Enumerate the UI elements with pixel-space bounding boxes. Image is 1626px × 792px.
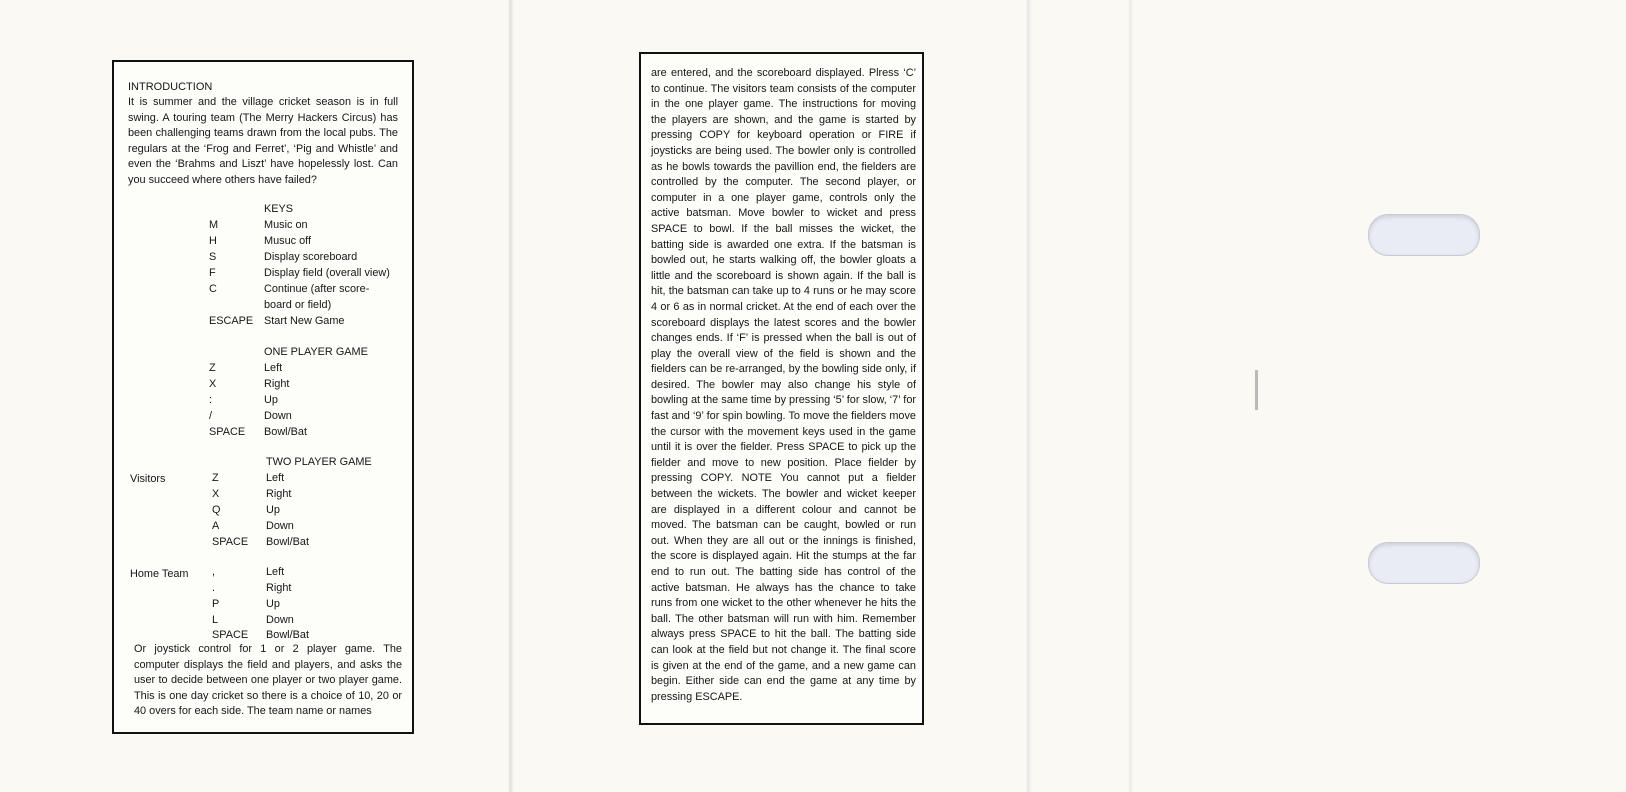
- visitors-label: Visitors: [130, 473, 166, 485]
- key-description: Right: [264, 378, 290, 390]
- key-description: Bowl/Bat: [266, 536, 309, 548]
- key-description: Down: [266, 614, 294, 626]
- key-label: Q: [212, 504, 221, 516]
- key-description: Left: [264, 362, 283, 374]
- outro-text: Or joystick control for 1 or 2 player game. The computer displays the field and players, and asks the user to decide between one player or two player game. This is one day cricket so there is a choice of 10, 20 or 40 overs for each side. The team name or names: [134, 643, 402, 718]
- key-label: ,: [212, 566, 216, 578]
- key-label: Z: [212, 472, 219, 484]
- key-label: A: [212, 520, 220, 532]
- key-description: Bowl/Bat: [264, 426, 307, 438]
- key-label: S: [209, 251, 217, 263]
- instructions-right-panel: [639, 52, 924, 725]
- instructions-text: are entered, and the scoreboard displayed. Plress ‘C’ to continue. The visitors team consists of the computer in the one player game. The instructions for moving the players are shown, and the game is started by pressing COPY for keyboard operation or FIRE if joysticks are being used. The bowler only is controlled as he bowls towards the pavillion end, the fielders are controlled by the computer. The second player, or computer in a one player game, controls only the active batsman. Move bowler to wicket and press SPACE to bowl. If the ball misses the wicket, the batting side is awarded one extra. If the batsman is bowled out, he starts walking off, the bowler gloats a little and the scoreboard is shown again. If the ball is hit, the batsman can take up to 4 runs or he may score 4 or 6 as in normal cricket. At the end of each over the scoreboard displays the latest scores and the bowler changes ends. If ‘F’ is pressed when the ball is out of play the overall view of the field is shown and the fielders can be re-arranged, by the bowling side only, if desired. The bowler may also change his style of bowling at the same time by pressing ‘5’ for slow, ‘7’ for fast and ‘9’ for spin bowling. To move the fielders move the cursor with the movement keys used in the game until it is over the fielder. Press SPACE to pick up the fielder and move to new position. Place fielder by pressing COPY. NOTE You cannot put a fielder between the wickets. The bowler and wicket keeper are displayed in a different colour and cannot be moved. The batsman can be caught, bowled or run out. When they are all out or the innings is finished, the score is displayed again. Hit the stumps at the far end to run out. The batting side has control of the active batsman. He always has the chance to take runs from one wicket to the other whenever he hits the ball. The other batsman will run with him. Remember always press SPACE to hit the ball. The batting side can look at the field but not change it. The final score is given at the end of the game, and a new game can begin. Either side can end the game at any time by pressing ESCAPE.: [651, 67, 916, 703]
- cover-slot-bottom: [1368, 542, 1480, 584]
- keys-heading: KEYS: [264, 203, 294, 215]
- key-label: SPACE: [212, 536, 249, 548]
- keys-table: [114, 62, 412, 732]
- key-description: Up: [266, 504, 280, 516]
- instructions-left-panel: [112, 60, 414, 734]
- key-label: SPACE: [212, 629, 249, 641]
- key-label: X: [209, 378, 217, 390]
- key-description: Display field (overall view): [264, 267, 390, 279]
- key-label: SPACE: [209, 426, 246, 438]
- introduction-text: It is summer and the village cricket season is in full swing. A touring team (The Merry Hackers Circus) has been challenging teams drawn from the local pubs. The regulars at the ‘Frog and Ferret’, ‘Pig and Whistle’ and even the ‘Brahms and Liszt’ have hopelessly lost. Can you succeed where others have failed?: [128, 96, 398, 186]
- key-description: Right: [266, 582, 292, 594]
- key-description: Left: [266, 566, 285, 578]
- fold-crease: [1255, 370, 1258, 410]
- key-description: Start New Game: [264, 315, 345, 327]
- key-label: ESCAPE: [209, 315, 254, 327]
- key-description: Display scoreboard: [264, 251, 358, 263]
- key-description: Right: [266, 488, 292, 500]
- cover-slot-top: [1368, 214, 1480, 256]
- key-label: :: [209, 394, 213, 406]
- key-description: Up: [266, 598, 280, 610]
- home-team-label: Home Team: [130, 568, 189, 580]
- key-label: L: [212, 614, 219, 626]
- key-label: .: [212, 582, 216, 594]
- introduction-heading: INTRODUCTION: [128, 81, 213, 93]
- key-label: H: [209, 235, 217, 247]
- key-label: P: [212, 598, 220, 610]
- key-label: /: [209, 410, 213, 422]
- key-label: M: [209, 219, 219, 231]
- key-description: Down: [266, 520, 294, 532]
- key-label: X: [212, 488, 220, 500]
- two-player-heading: TWO PLAYER GAME: [266, 456, 372, 468]
- key-label: Z: [209, 362, 216, 374]
- key-label: C: [209, 283, 217, 295]
- key-description: Down: [264, 410, 292, 422]
- one-player-heading: ONE PLAYER GAME: [264, 346, 368, 358]
- key-description: Bowl/Bat: [266, 629, 309, 641]
- key-description: Up: [264, 394, 278, 406]
- key-description: Continue (after score-board or field): [264, 283, 370, 311]
- key-description: Musuc off: [264, 235, 312, 247]
- key-description: Music on: [264, 219, 308, 231]
- key-label: F: [209, 267, 216, 279]
- key-description: Left: [266, 472, 285, 484]
